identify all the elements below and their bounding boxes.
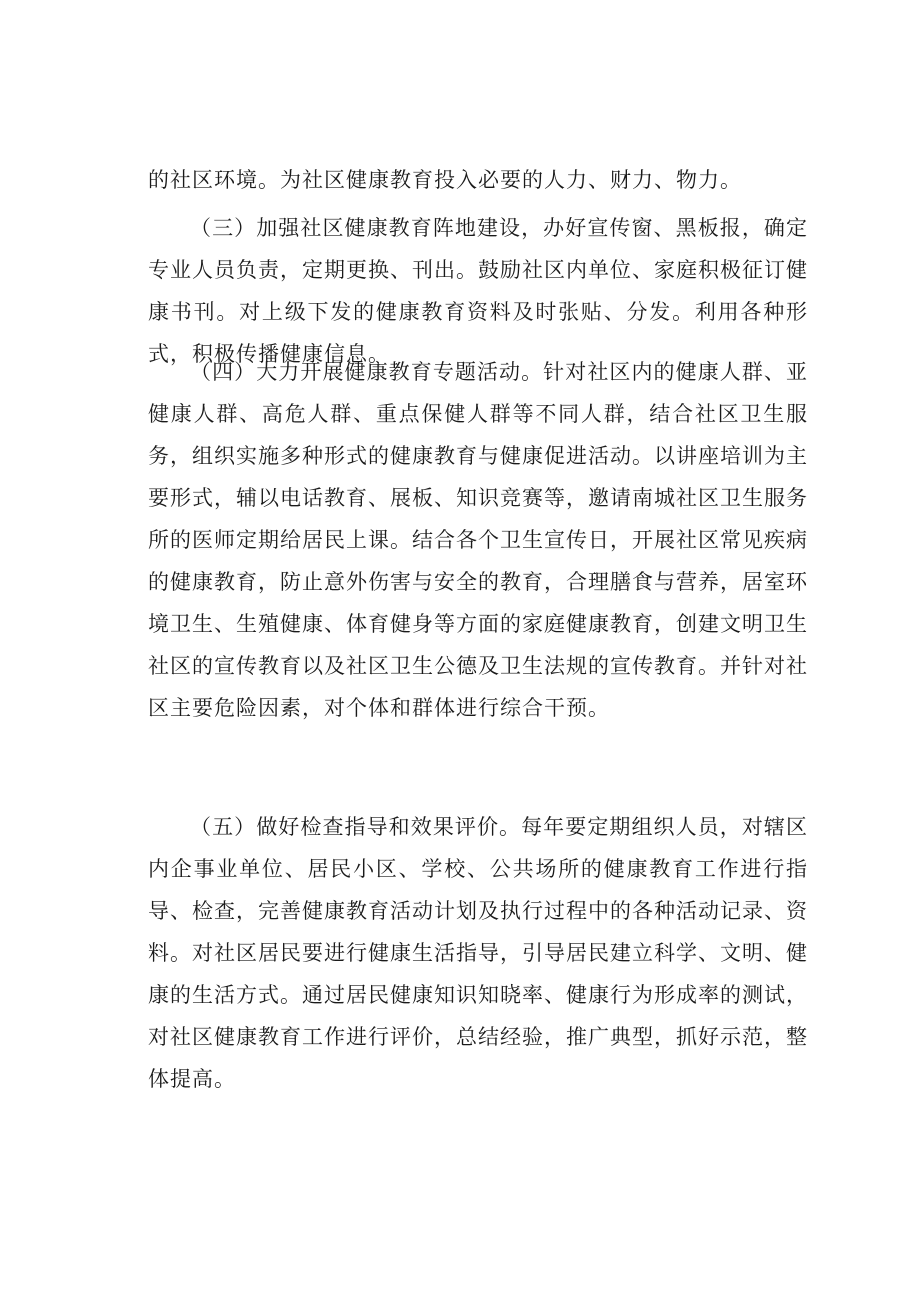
paragraph-section-3: （三）加强社区健康教育阵地建设，办好宣传窗、黑板报，确定专业人员负责，定期更换、刊出。鼓励社区内单位、家庭积极征订健康书刊。对上级下发的健康教育资料及时张贴、分发。利用各种形式，积极传播健康信息。 [148, 216, 808, 366]
paragraph-section-5: （五）做好检查指导和效果评价。每年要定期组织人员，对辖区内企事业单位、居民小区、学校、公共场所的健康教育工作进行指导、检查，完善健康教育活动计划及执行过程中的各种活动记录、资料。对社区居民要进行健康生活指导，引导居民建立科学、文明、健康的生活方式。通过居民健康知识知晓率、健康行为形成率的测试，对社区健康教育工作进行评价，总结经验，推广典型，抓好示范，整体提高。 [148, 815, 808, 1091]
paragraph-continuation: 的社区环境。为社区健康教育投入必要的人力、财力、物力。 [148, 168, 742, 192]
paragraph-section-4: （四）大力开展健康教育专题活动。针对社区内的健康人群、亚健康人群、高危人群、重点保健人群等不同人群，结合社区卫生服务，组织实施多种形式的健康教育与健康促进活动。以讲座培训为主要形式，辅以电话教育、展板、知识竞赛等，邀请南城社区卫生服务所的医师定期给居民上课。结合各个卫生宣传日，开展社区常见疾病的健康教育，防止意外伤害与安全的教育，合理膳食与营养，居室环境卫生、生殖健康、体育健身等方面的家庭健康教育，创建文明卫生社区的宣传教育以及社区卫生公德及卫生法规的宣传教育。并针对社区主要危险因素，对个体和群体进行综合干预。 [148, 360, 808, 720]
